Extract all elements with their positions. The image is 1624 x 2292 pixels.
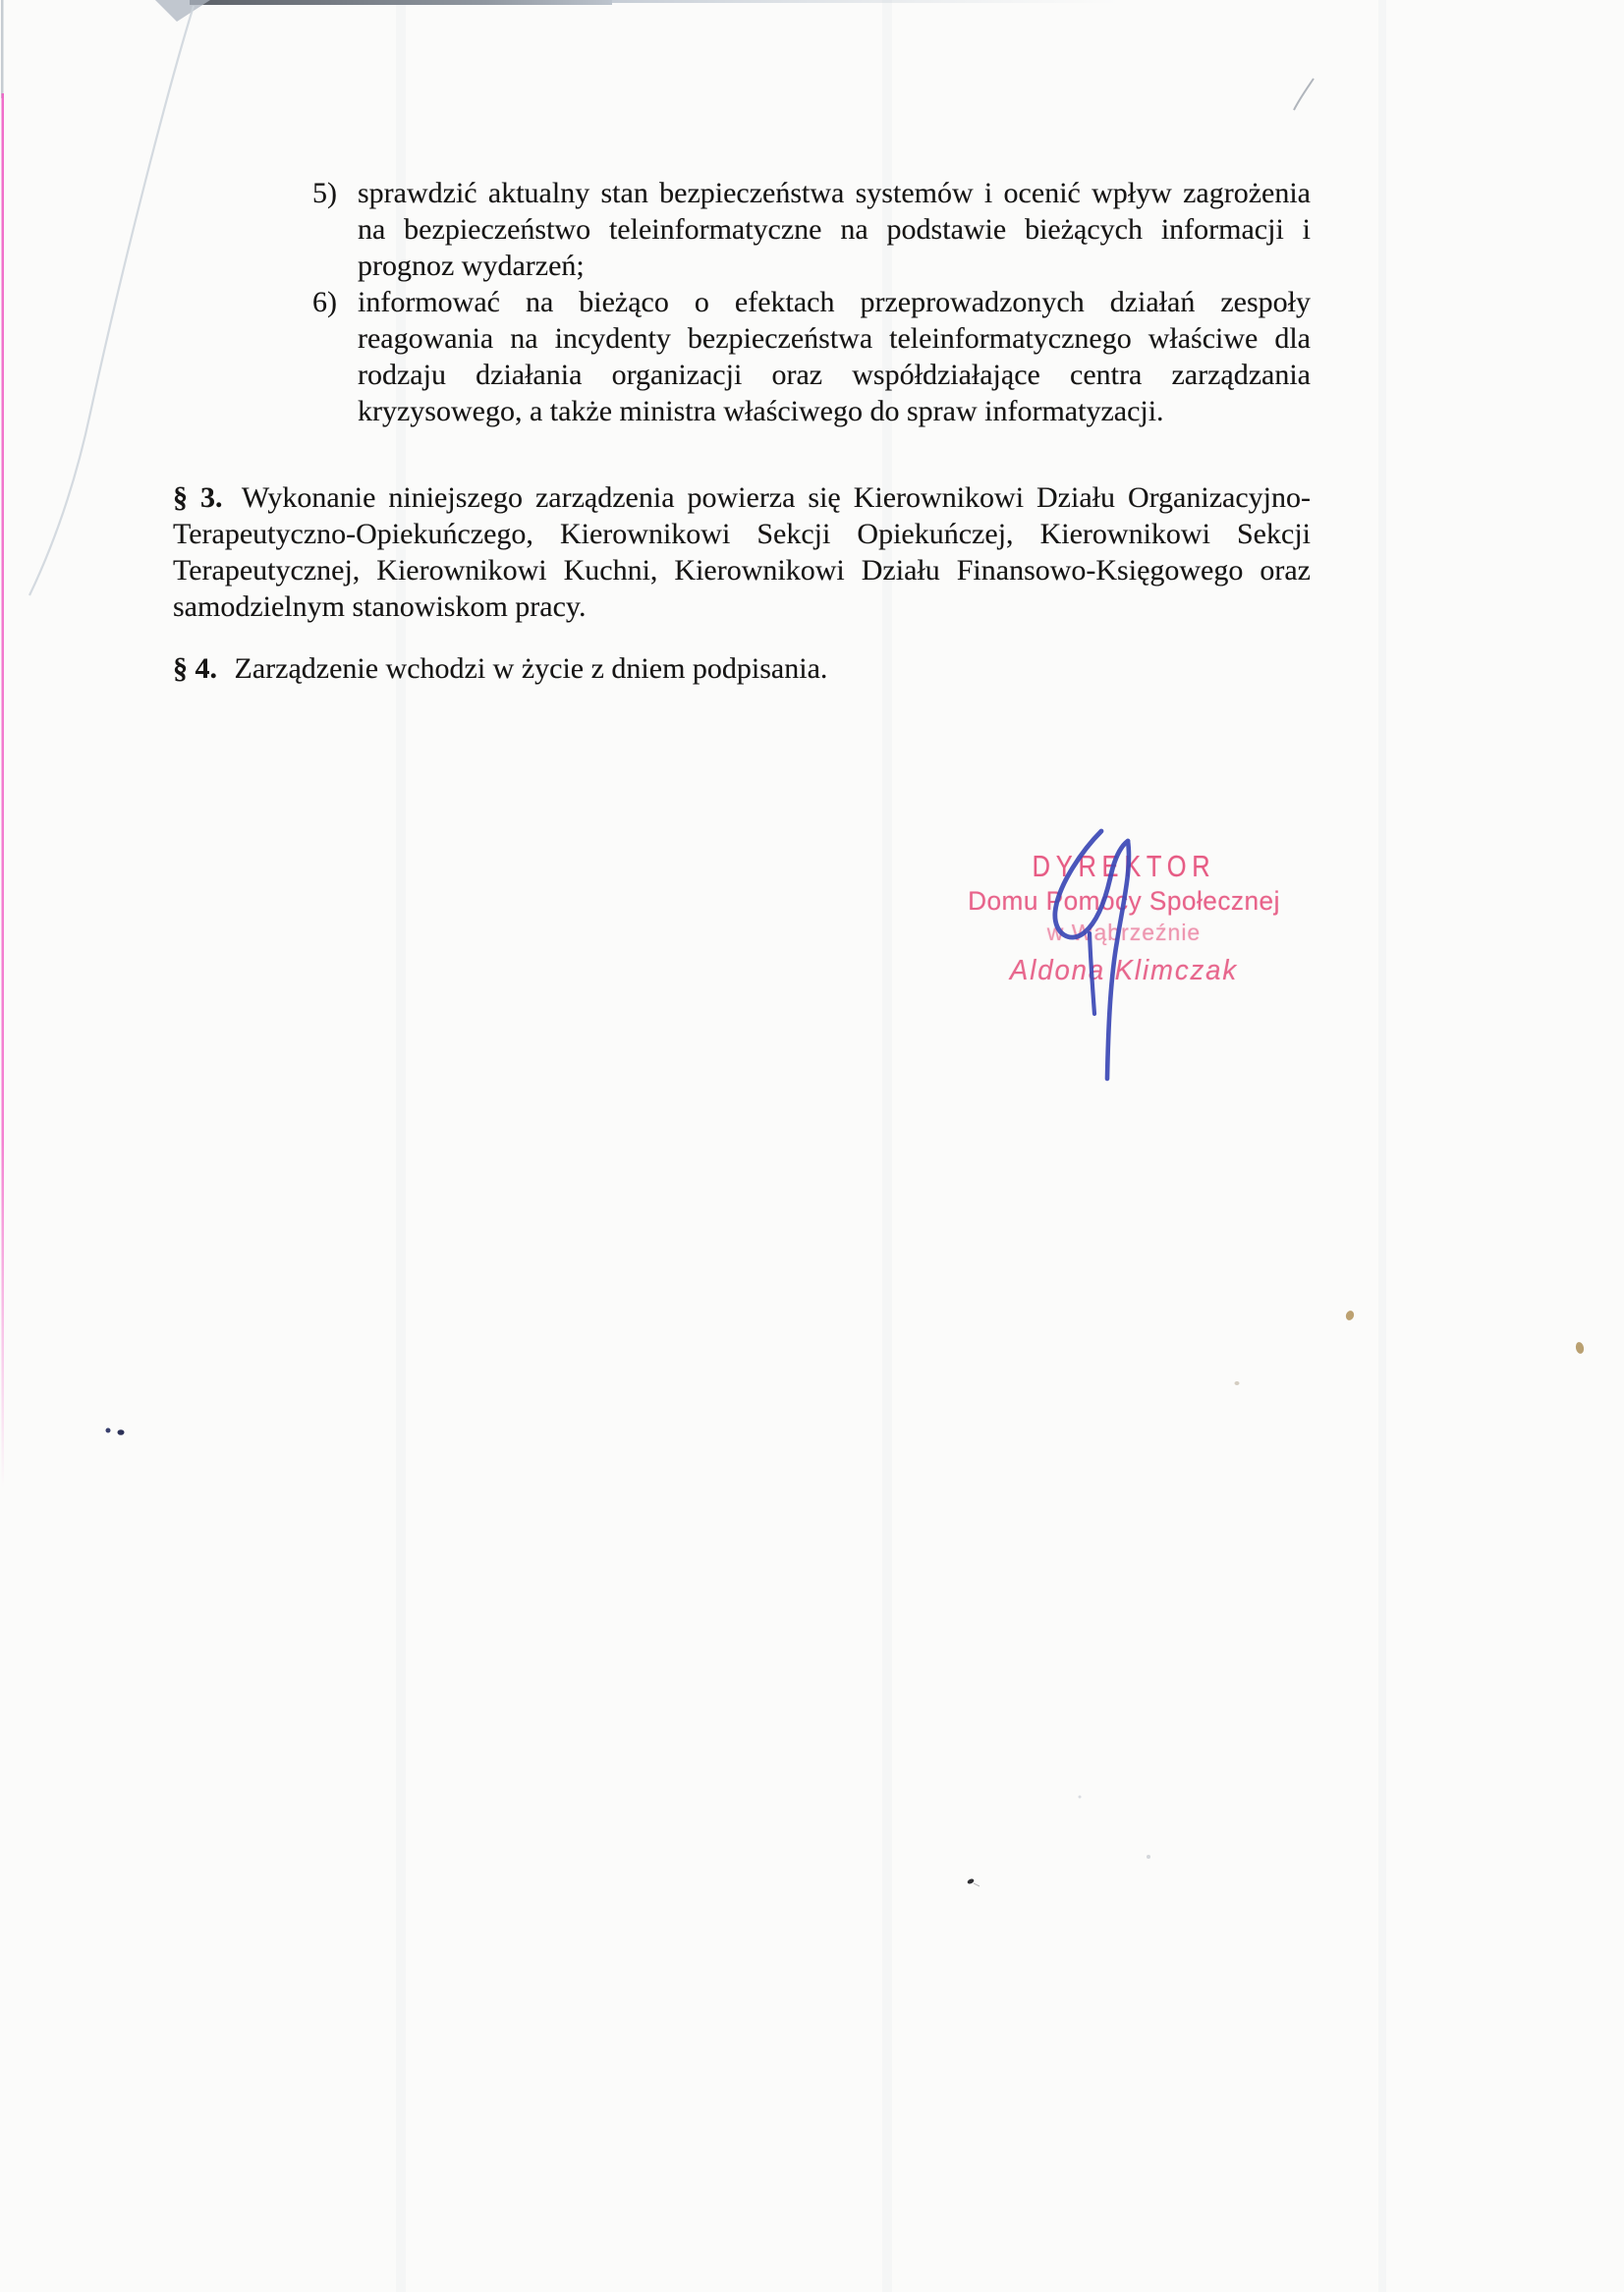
- list-item-text: [358, 175, 1311, 284]
- paper-speck: [1147, 1855, 1150, 1859]
- text-line: Terapeutycznej, Kierownikowi Kuchni, Kierownikowi Działu Finansowo-Księgowego oraz: [173, 554, 1311, 587]
- text-line: sprawdzić aktualny stan bezpieczeństwa systemów i ocenić wpływ zagrożenia: [358, 177, 1311, 209]
- list-item-5: [312, 175, 1311, 284]
- paragraph-4: [173, 650, 1311, 687]
- text-line: Terapeutyczno-Opiekuńczego, Kierownikowi Sekcji Opiekuńczej, Kierownikowi Sekcji: [173, 518, 1311, 550]
- corner-wedge-artifact: [155, 0, 210, 22]
- ink-dot: [118, 1429, 125, 1435]
- paper-speck: [974, 1883, 980, 1886]
- paper-speck: [967, 1878, 975, 1885]
- stamp-org-line-2: w Wąbrzeźnie: [1046, 920, 1202, 945]
- stamp-org-line-1: Domu Pomocy Społecznej: [968, 886, 1280, 916]
- diagonal-fold-line: [29, 6, 194, 595]
- director-stamp: [941, 851, 1307, 985]
- text-line-content: Zarządzenie wchodzi w życie z dniem podpisania.: [234, 652, 828, 685]
- numbered-list: [312, 175, 1311, 429]
- top-edge-scan-bar-light: [609, 0, 1120, 3]
- paragraph-marker: § 3.: [173, 481, 223, 514]
- list-item-number: 5): [312, 177, 337, 209]
- text-line: informować na bieżąco o efektach przeprowadzonych działań zespoły: [358, 286, 1311, 318]
- text-line: kryzysowego, a także ministra właściwego do spraw informatyzacji.: [358, 395, 1164, 427]
- text-line: [173, 479, 1311, 516]
- text-line: rodzaju działania organizacji oraz współdziałające centra zarządzania: [358, 359, 1311, 391]
- slash-mark-artifact: [1294, 79, 1314, 110]
- paper-speck: [1235, 1381, 1240, 1385]
- paper-speck: [1575, 1341, 1585, 1354]
- left-edge-gray-line: [1, 0, 4, 98]
- text-line: samodzielnym stanowiskom pracy.: [173, 590, 587, 623]
- paragraph-3: [173, 479, 1311, 625]
- text-line: na bezpieczeństwo teleinformatyczne na podstawie bieżących informacji i: [358, 213, 1311, 246]
- text-line: reagowania na incydenty bezpieczeństwa teleinformatycznego właściwe dla: [358, 322, 1311, 355]
- text-line: [173, 650, 1311, 687]
- stamp-title: DYREKTOR: [1032, 849, 1216, 883]
- scan-streak-artifact: [1378, 0, 1386, 2292]
- ink-dot: [106, 1428, 111, 1433]
- left-edge-pink-line: [2, 93, 5, 1488]
- paper-speck: [1345, 1310, 1356, 1321]
- list-item-text: [358, 284, 1311, 429]
- text-line: prognoz wydarzeń;: [358, 250, 585, 282]
- paper-speck: [1079, 1796, 1082, 1799]
- list-item-6: [312, 284, 1311, 429]
- stamp-signer-name: Aldona Klimczak: [1009, 955, 1239, 986]
- list-item-number: 6): [312, 286, 337, 318]
- paragraph-marker: § 4.: [173, 652, 217, 685]
- text-line-content: Wykonanie niniejszego zarządzenia powierza się Kierownikowi Działu Organizacyjno-: [241, 481, 1311, 514]
